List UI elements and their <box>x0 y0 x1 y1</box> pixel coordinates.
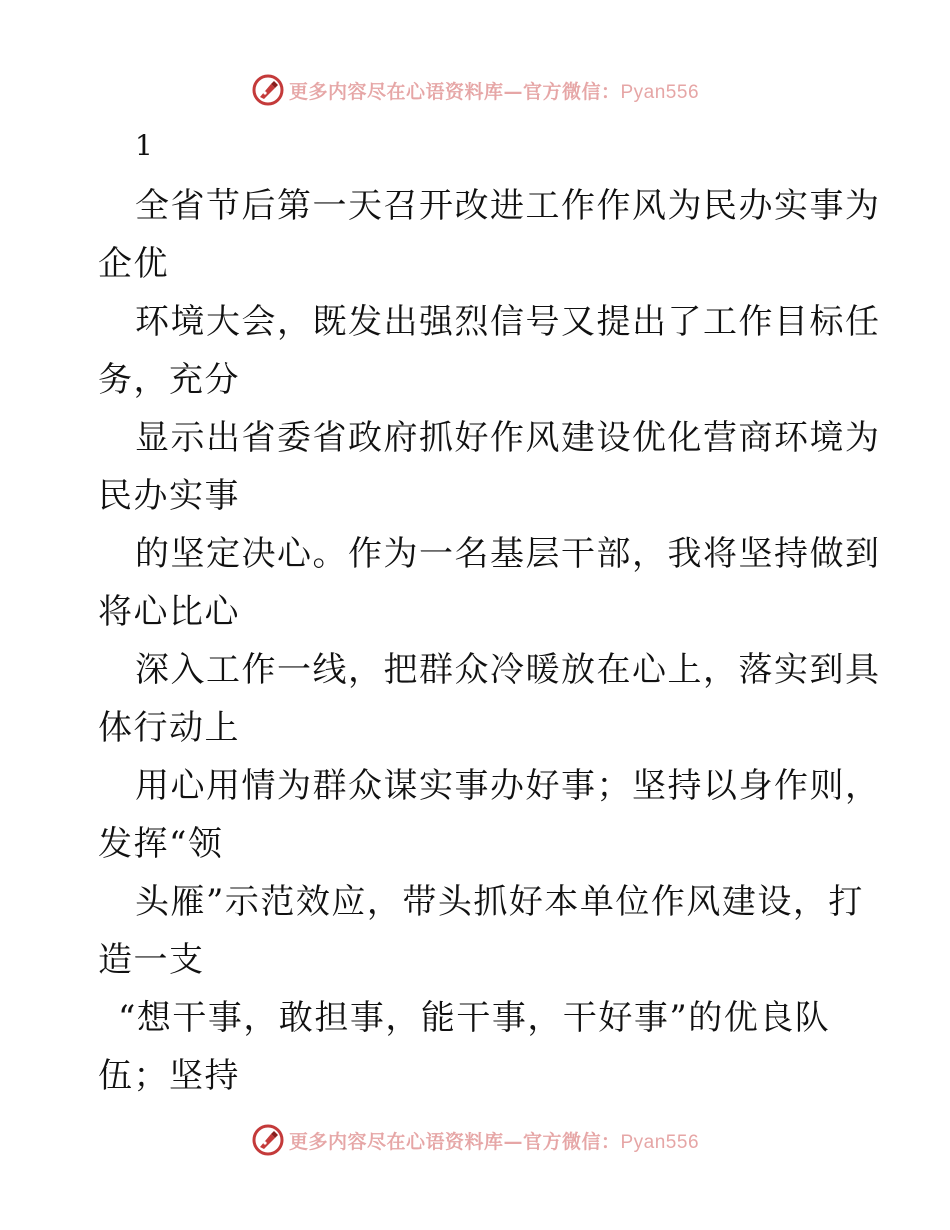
text-line: 民办实事 <box>98 476 240 516</box>
page-number: 1 <box>135 129 153 162</box>
text-line: 头雁”示范效应，带头抓好本单位作风建设，打 <box>135 882 864 922</box>
text-line: 造一支 <box>98 940 205 980</box>
text-line: 发挥“领 <box>98 824 224 864</box>
footer-wechat-id: Pyan556 <box>620 1131 700 1153</box>
text-line: 深入工作一线，把群众冷暖放在心上，落实到具 <box>135 650 881 690</box>
text-line: 用心用情为群众谋实事办好事；坚持以身作则， <box>135 766 881 806</box>
text-line: 企优 <box>98 244 169 284</box>
header-wechat-id: Pyan556 <box>620 81 700 103</box>
text-line: 显示出省委省政府抓好作风建设优化营商环境为 <box>135 418 881 458</box>
header-watermark-text: 更多内容尽在心语资料库—官方微信：Pyan556 <box>288 80 700 103</box>
text-line: 的坚定决心。作为一名基层干部，我将坚持做到 <box>135 534 881 574</box>
text-line: 将心比心 <box>98 592 240 632</box>
text-line: 环境大会，既发出强烈信号又提出了工作目标任 <box>135 302 881 342</box>
footer-watermark-text: 更多内容尽在心语资料库—官方微信：Pyan556 <box>288 1130 700 1153</box>
text-line: 体行动上 <box>98 708 240 748</box>
text-line: 务，充分 <box>98 360 240 400</box>
pen-logo-icon <box>251 1123 285 1157</box>
text-line: 伍；坚持 <box>98 1056 240 1096</box>
footer-watermark <box>0 1120 950 1160</box>
text-line: “想干事，敢担事，能干事，干好事”的优良队 <box>118 998 831 1038</box>
text-line: 全省节后第一天召开改进工作作风为民办实事为 <box>135 186 881 226</box>
